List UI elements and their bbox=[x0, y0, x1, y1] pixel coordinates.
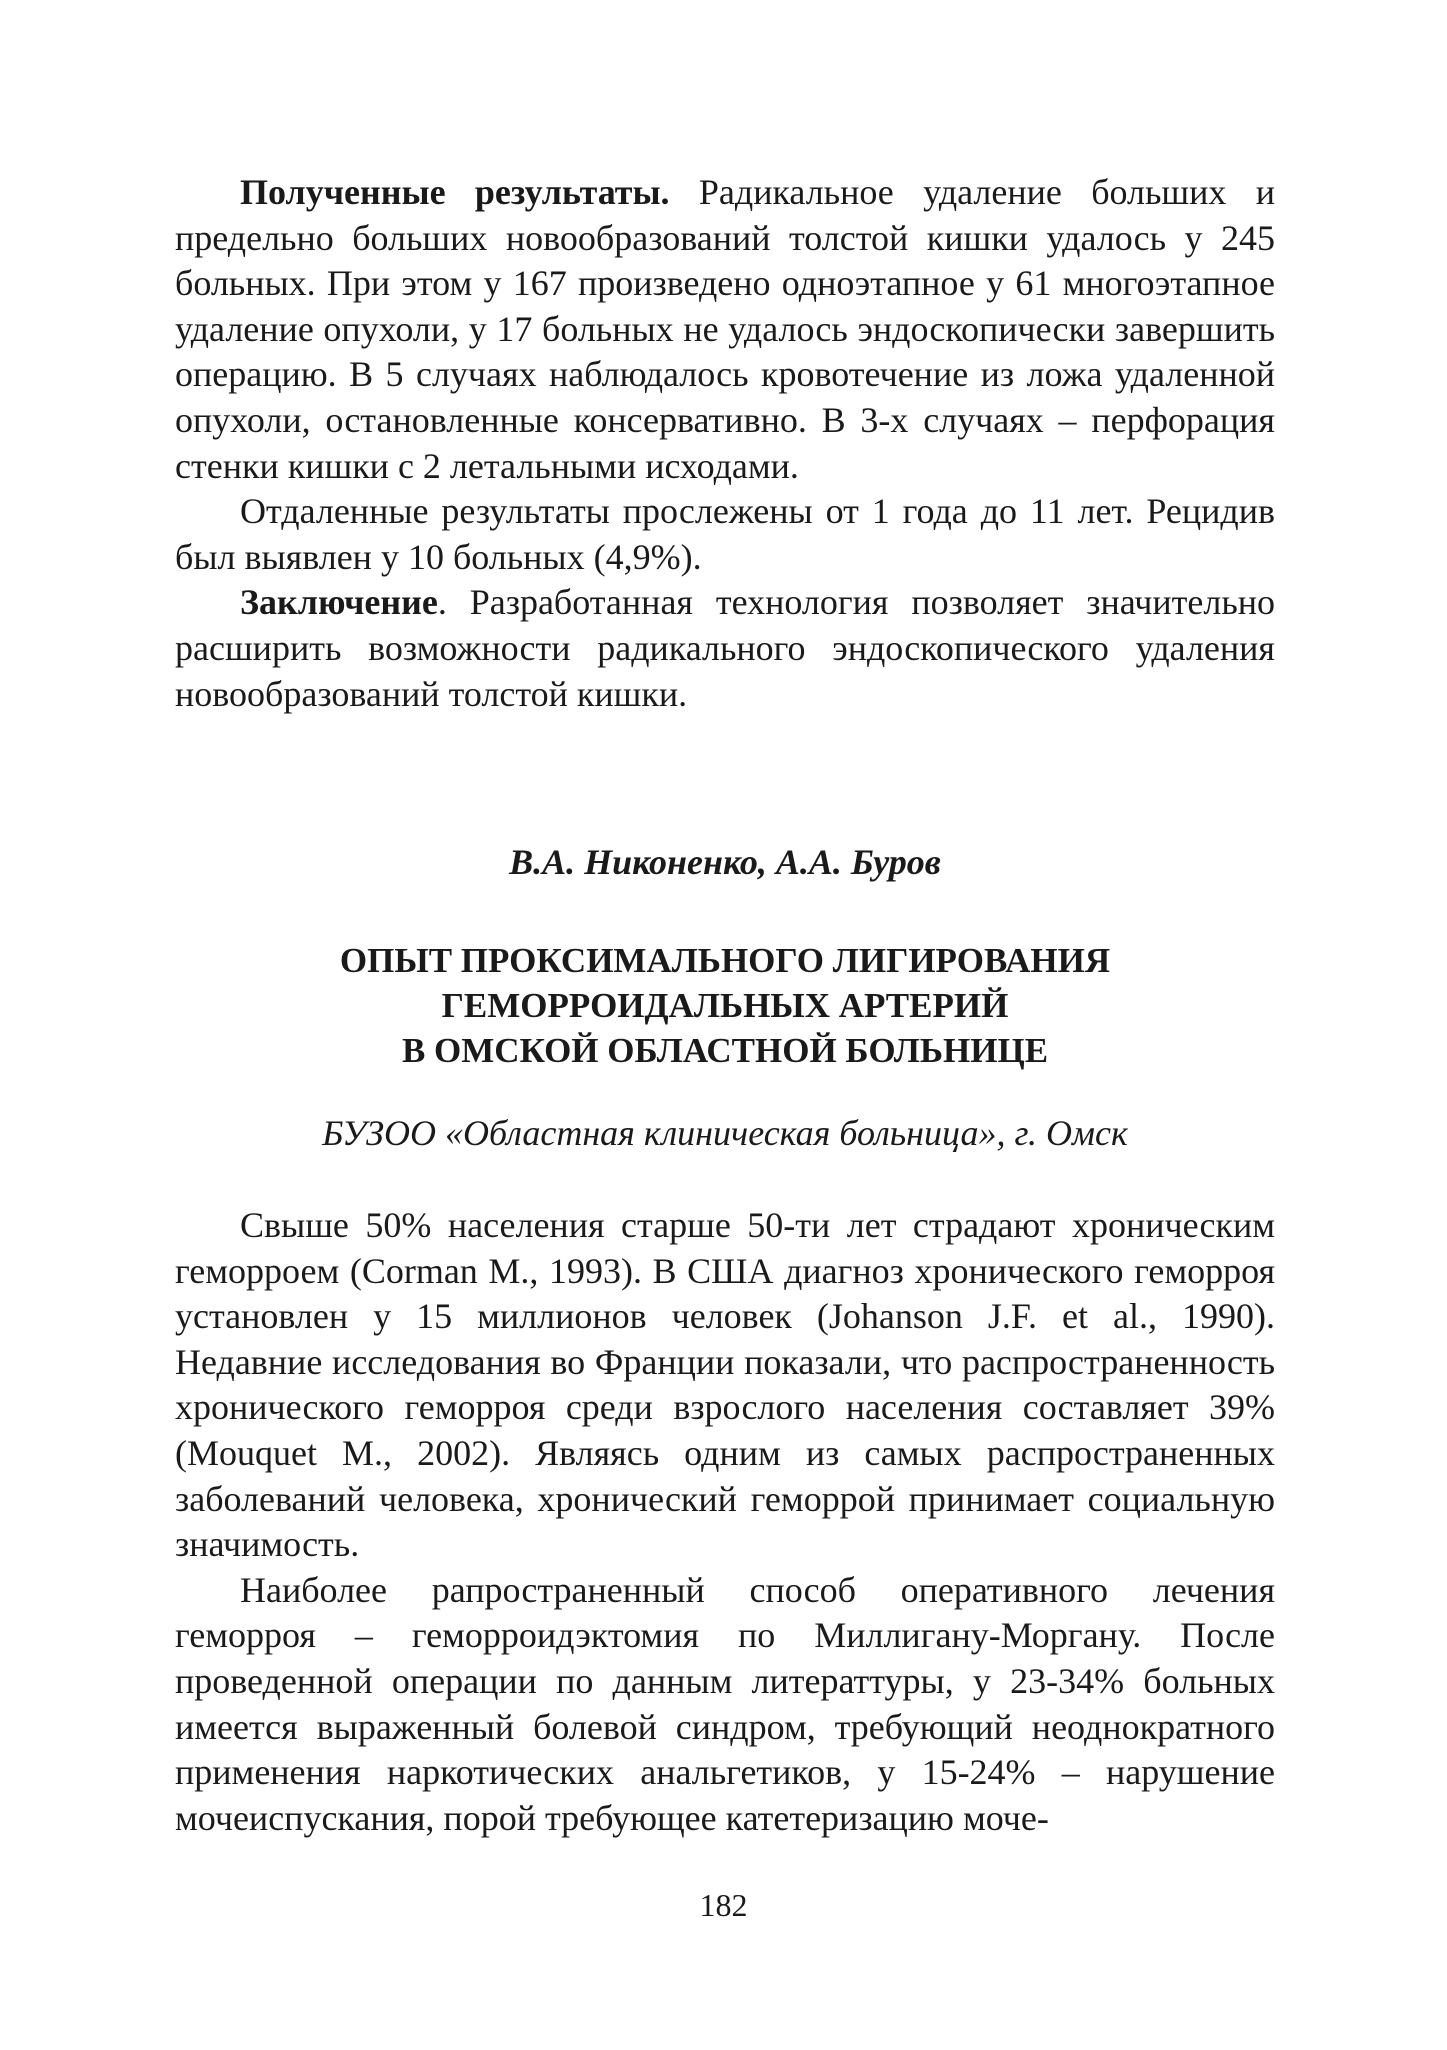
body-paragraph: Свыше 50% населения старше 50-ти лет страдают хроническим геморроем (Corman M., 1993). В США диагноз хронического геморроя установлен у 15 миллионов человек (Johanson J.F. et al., 1990). Недавние исследования во Франции показали, что распространенность хронического геморроя среди взрослого населения составляет 39% (Mouquet M., 2002). Являясь одним из самых распространенных заболеваний человека, хронический геморрой принимает социальную значимость. bbox=[175, 1205, 1275, 1565]
article-authors: В.А. Никоненко, А.А. Буров bbox=[509, 842, 941, 882]
page-number: 182 bbox=[699, 1887, 748, 1923]
article-affiliation: БУЗОО «Областная клиническая больница», г. Омск bbox=[322, 1113, 1128, 1153]
article-title-line: ГЕМОРРОИДАЛЬНЫХ АРТЕРИЙ bbox=[441, 986, 1009, 1025]
article-body bbox=[175, 1203, 1275, 1841]
conclusion-paragraph bbox=[175, 580, 1275, 717]
results-paragraph bbox=[175, 170, 1275, 489]
results-heading: Полученные результаты. bbox=[240, 172, 670, 212]
followup-paragraph: Отдаленные результаты прослежены от 1 года до 11 лет. Рецидив был выявлен у 10 больных (4,9%). bbox=[175, 491, 1275, 577]
body-paragraph: Наиболее рапространенный способ оперативного лечения геморроя – геморроидэктомия по Миллигану-Моргану. После проведенной операции по данным литераттуры, у 23-34% больных имеется выраженный болевой синдром, требующий неоднократного применения наркотических анальгетиков, у 15-24% – нарушение мочеиспускания, порой требующее катетеризацию моче- bbox=[175, 1569, 1275, 1838]
conclusion-text: . Разработанная технология позволяет значительно расширить возможности радикального эндоскопического удаления новообразований толстой кишки. bbox=[175, 582, 1275, 714]
results-text: Радикальное удаление больших и предельно больших новообразований толстой кишки удалось у 245 больных. При этом у 167 произведено одноэтапное у 61 многоэтапное удаление опухоли, у 17 больных не удалось эндоскопически завершить операцию. В 5 случаях наблюдалось кровотечение из ложа удаленной опухоли, остановленные консервативно. В 3-х случаях – перфорация стенки кишки с 2 летальными исходами. bbox=[175, 172, 1275, 486]
previous-article-ending bbox=[175, 170, 1275, 717]
article-title-line: ОПЫТ ПРОКСИМАЛЬНОГО ЛИГИРОВАНИЯ bbox=[339, 941, 1111, 980]
conclusion-heading: Заключение bbox=[240, 582, 438, 623]
article-title-line: В ОМСКОЙ ОБЛАСТНОЙ БОЛЬНИЦЕ bbox=[401, 1031, 1049, 1070]
article-title bbox=[175, 938, 1275, 1073]
